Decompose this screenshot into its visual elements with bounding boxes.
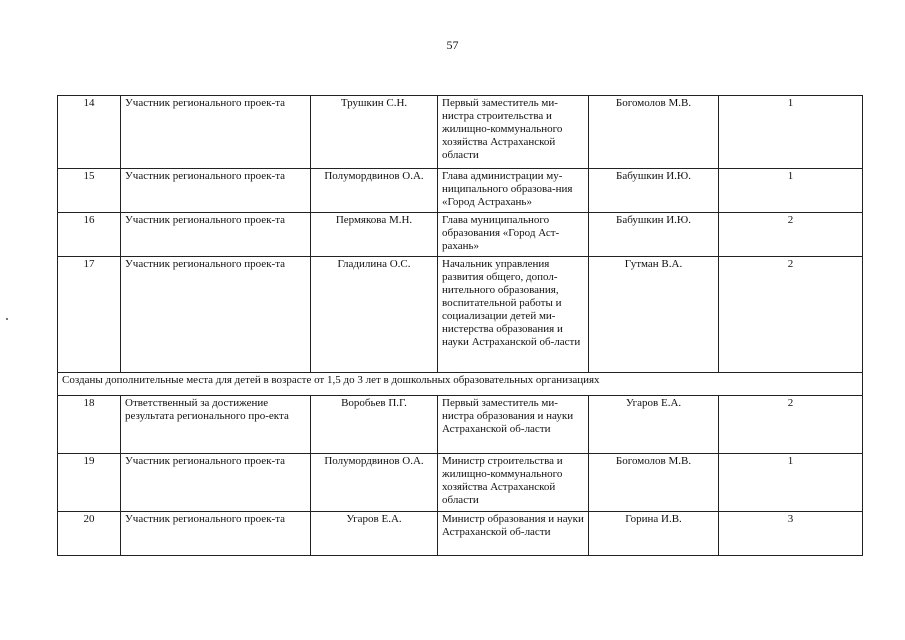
section-title: Созданы дополнительные места для детей в возрасте от 1,5 до 3 лет в дошкольных образовательных организациях	[58, 373, 863, 396]
workload-value: 1	[719, 454, 863, 512]
participant-position: Первый заместитель ми-нистра образования и науки Астраханской об-ласти	[438, 396, 589, 454]
scan-speck	[6, 318, 8, 320]
participant-name: Пермякова М.Н.	[311, 213, 438, 257]
participant-name: Полумордвинов О.А.	[311, 454, 438, 512]
row-number: 16	[58, 213, 121, 257]
workload-value: 2	[719, 257, 863, 373]
workload-value: 2	[719, 213, 863, 257]
row-number: 19	[58, 454, 121, 512]
table-row	[58, 512, 863, 556]
row-number: 18	[58, 396, 121, 454]
table-row	[58, 257, 863, 373]
row-number: 15	[58, 169, 121, 213]
project-role: Участник регионального проек-та	[121, 257, 311, 373]
project-participants-table	[57, 95, 863, 556]
workload-value: 1	[719, 169, 863, 213]
row-number: 17	[58, 257, 121, 373]
supervisor-name: Бабушкин И.Ю.	[589, 213, 719, 257]
supervisor-name: Богомолов М.В.	[589, 454, 719, 512]
workload-value: 1	[719, 96, 863, 169]
supervisor-name: Гутман В.А.	[589, 257, 719, 373]
supervisor-name: Бабушкин И.Ю.	[589, 169, 719, 213]
row-number: 20	[58, 512, 121, 556]
page-number: 57	[446, 38, 459, 52]
section-row	[58, 373, 863, 396]
participant-name: Угаров Е.А.	[311, 512, 438, 556]
row-number: 14	[58, 96, 121, 169]
project-role: Ответственный за достижение результата регионального про-екта	[121, 396, 311, 454]
participant-name: Воробьев П.Г.	[311, 396, 438, 454]
participant-name: Полумордвинов О.А.	[311, 169, 438, 213]
participant-position: Глава муниципального образования «Город Аст-рахань»	[438, 213, 589, 257]
participant-position: Министр образования и науки Астраханской об-ласти	[438, 512, 589, 556]
supervisor-name: Богомолов М.В.	[589, 96, 719, 169]
participant-name: Трушкин С.Н.	[311, 96, 438, 169]
project-role: Участник регионального проек-та	[121, 96, 311, 169]
table-row	[58, 396, 863, 454]
participant-position: Первый заместитель ми-нистра строительства и жилищно-коммунального хозяйства Астраханской области	[438, 96, 589, 169]
project-role: Участник регионального проек-та	[121, 512, 311, 556]
table-row	[58, 454, 863, 512]
project-role: Участник регионального проек-та	[121, 169, 311, 213]
project-role: Участник регионального проек-та	[121, 454, 311, 512]
table-row	[58, 213, 863, 257]
supervisor-name: Угаров Е.А.	[589, 396, 719, 454]
supervisor-name: Горина И.В.	[589, 512, 719, 556]
participant-position: Начальник управления развития общего, допол-нительного образования, воспитательной работы и социализации детей ми-нистерства образования и науки Астраханской об-ласти	[438, 257, 589, 373]
table-row	[58, 96, 863, 169]
workload-value: 2	[719, 396, 863, 454]
participant-position: Министр строительства и жилищно-коммунального хозяйства Астраханской области	[438, 454, 589, 512]
table-row	[58, 169, 863, 213]
workload-value: 3	[719, 512, 863, 556]
participant-position: Глава администрации му-ниципального образова-ния «Город Астрахань»	[438, 169, 589, 213]
participant-name: Гладилина О.С.	[311, 257, 438, 373]
project-role: Участник регионального проек-та	[121, 213, 311, 257]
